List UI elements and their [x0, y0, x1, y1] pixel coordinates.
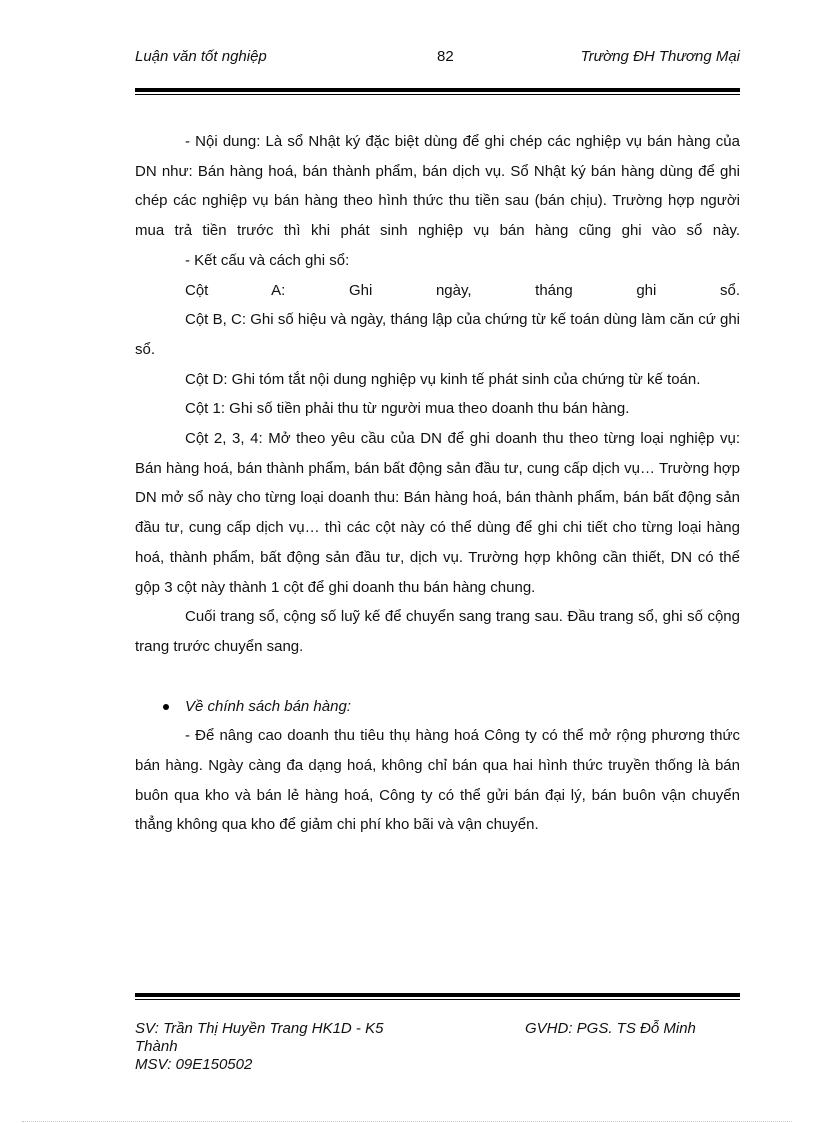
advisor-info: GVHD: PGS. TS Đỗ Minh [525, 1020, 696, 1037]
bullet-heading [135, 692, 740, 722]
paragraph-column-a: Cột A: Ghi ngày, tháng ghi sổ. [185, 281, 740, 299]
page-body [135, 127, 740, 840]
thesis-label: Luận văn tốt nghiệp [135, 48, 267, 65]
header-rule-thick [135, 88, 740, 92]
paragraph-sales-policy: - Để nâng cao doanh thu tiêu thụ hàng hoá Công ty có thể mở rộng phương thức bán hàng. Ngày càng đa dạng hoá, không chỉ bán qua hai hình thức truyền thống là bán buôn qua kho và bán lẻ hàng hoá, Công ty có thể gửi bán đại lý, bán buôn vận chuyển thẳng không qua kho để giảm chi phí kho bãi và vận chuyển. [135, 727, 740, 834]
paragraph-column-bc: Cột B, C: Ghi số hiệu và ngày, tháng lập của chứng từ kế toán dùng làm căn cứ ghi sổ. [135, 311, 740, 358]
header-rule-thin [135, 94, 740, 95]
page-number: 82 [437, 48, 454, 65]
footer-rule-thick [135, 993, 740, 997]
page-header [135, 48, 740, 70]
page-boundary [22, 1121, 792, 1122]
paragraph-content: - Nội dung: Là sổ Nhật ký đặc biệt dùng để ghi chép các nghiệp vụ bán hàng của DN như: Bán hàng hoá, bán thành phẩm, bán dịch vụ. Sổ Nhật ký bán hàng dùng để ghi chép các nghiệp vụ bán hàng theo hình thức thu tiền sau (bán chịu). Trường hợp người mua trả tiền trước thì khi phát sinh nghiệp vụ bán hàng cũng ghi vào sổ này. [135, 133, 740, 240]
bullet-heading-text: Về chính sách bán hàng: [185, 697, 351, 715]
university-label: Trường ĐH Thương Mại [580, 48, 740, 65]
paragraph-structure: - Kết cấu và cách ghi sổ: [185, 251, 350, 269]
paragraph-column-1: Cột 1: Ghi số tiền phải thu từ người mua theo doanh thu bán hàng. [185, 400, 630, 418]
student-name: SV: Trần Thị Huyền Trang HK1D - K5 [135, 1020, 384, 1037]
paragraph-column-d: Cột D: Ghi tóm tắt nội dung nghiệp vụ kinh tế phát sinh của chứng từ kế toán. [185, 370, 701, 388]
paragraph-column-234: Cột 2, 3, 4: Mở theo yêu cầu của DN để ghi doanh thu theo từng loại nghiệp vụ: Bán hàng hoá, bán thành phẩm, bán bất động sản đầu tư, cung cấp dịch vụ… Trường hợp DN mở sổ này cho từng loại doanh thu: Bán hàng hoá, bán thành phẩm, bán bất động sản đầu tư, cung cấp dịch vụ… thì các cột này có thể dùng để ghi chi tiết cho từng loại hàng hoá, thành phẩm, bất động sản đầu tư, dịch vụ. Trường hợp không cần thiết, DN có thể gộp 3 cột này thành 1 cột để ghi doanh thu bán hàng chung. [135, 430, 740, 596]
section-gap [135, 662, 740, 692]
student-name-cont: Thành [135, 1038, 178, 1055]
student-id: MSV: 09E150502 [135, 1056, 253, 1073]
footer-rule-thin [135, 999, 740, 1000]
header-rule [135, 88, 740, 95]
paragraph-page-total: Cuối trang sổ, cộng số luỹ kế để chuyển sang trang sau. Đầu trang sổ, ghi số cộng trang trước chuyển sang. [135, 608, 740, 655]
student-info [135, 1020, 405, 1074]
footer-rule [135, 993, 740, 1000]
bullet-dot-icon [163, 704, 169, 710]
